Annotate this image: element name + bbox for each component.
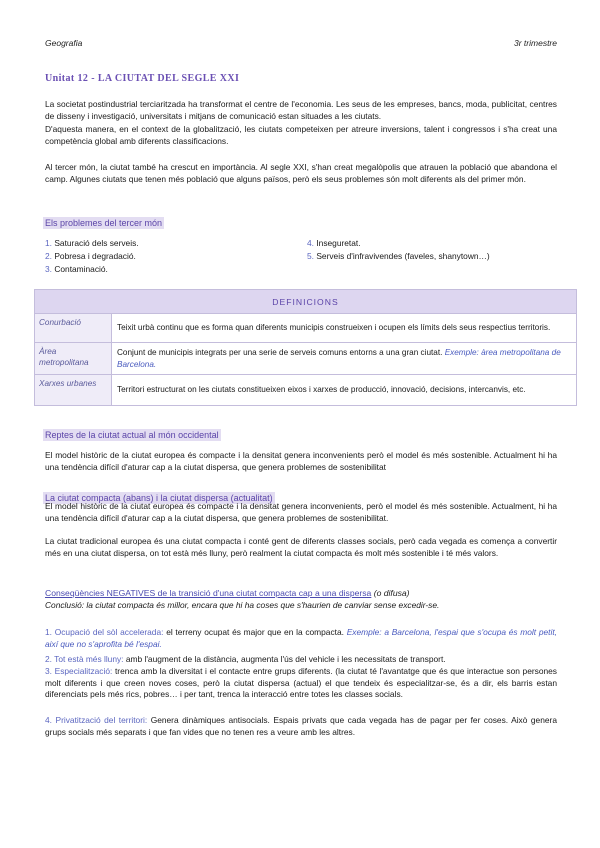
problems-list-right	[307, 237, 567, 263]
definition-example: Exemple: àrea metropolitana de Barcelona.	[117, 348, 561, 369]
problems-heading-text: Els problemes del tercer món	[45, 218, 163, 228]
page-title: Unitat 12 - LA CIUTAT DEL SEGLE XXI	[45, 73, 240, 84]
consequences-heading: Conseqüències NEGATIVES de la transició d'una ciutat compacta cap a una dispersa (o difusa)	[45, 588, 410, 598]
definition-desc: Conjunt de municipis integrats per una serie de serveis comuns entorns a una gran ciutat. Exemple: àrea metropolitana de Barcelona.	[112, 343, 577, 375]
definition-term: Àrea metropolitana	[35, 343, 112, 375]
challenges-heading-text: Reptes de la ciutat actual al món occidental	[45, 430, 219, 440]
list-item: 4. Inseguretat.	[307, 238, 361, 248]
problems-list-left	[45, 237, 285, 276]
challenges-paragraph-2: El model històric de la ciutat europea és compacte i la densitat genera inconvenients, però el model és més sostenible. Actualment, hi ha una tendència difícil d'aturar cap a la ciutat dispersa, que genera problemes de sostenibilitat.	[45, 501, 557, 523]
challenges-paragraph-1: El model històric de la ciutat europea és compacte i la densitat genera inconvenients però el model és més sostenible. Actualment hi ha una tendència difícil d'aturar cap a la ciutat dispersa, que genera problemes de sostenibilitat	[45, 450, 557, 472]
list-item: 2. Pobresa i degradació.	[45, 251, 136, 261]
intro-paragraph-2: D'aquesta manera, en el context de la globalització, les ciutats competeixen per atreure inversions, talent i congressos i s'ha creat una competència global amb diferents classificacions.	[45, 124, 557, 146]
challenges-subheading-text: La ciutat compacta (abans) i la ciutat dispersa (actualitat)	[45, 493, 273, 503]
list-item: 3. Contaminació.	[45, 264, 108, 274]
list-item: 1. Saturació dels serveis.	[45, 238, 139, 248]
definition-desc: Territori estructurat on les ciutats constitueixen eixos i xarxes de producció, innovació, decisions, intercanvis, etc.	[112, 375, 577, 406]
consequences-conclusion: Conclusió: la ciutat compacta és millor, encara que hi ha coses que s'haurien de canviar sense excedir-se.	[45, 600, 440, 610]
consequence-item-1: 1. Ocupació del sòl accelerada: el terreny ocupat és major que en la compacta. Exemple: a Barcelona, l'espai que s'ocupa és molt petit, així que no s'aprofita bé l'espai.	[45, 627, 558, 649]
consequence-item-4: 4. Privatització del territori: Genera dinàmiques antisocials. Espais privats que cada vegada has de pagar per fer coses. Això genera grups socials més separats i que fan vides que no tenen res a veure amb les altres.	[45, 715, 557, 737]
definition-desc: Teixit urbà continu que es forma quan diferents municipis construeixen i ocupen els límits dels seus respectius territoris.	[112, 314, 577, 343]
challenges-heading	[43, 425, 221, 443]
intro-paragraph-3: Al tercer món, la ciutat també ha crescut en importància. Al segle XXI, s'han creat megalòpolis que atrauen la població que abandona el camp. Algunes ciutats que tenen més població que alguns països, però els seus problemes són molt diferents als del primer món.	[45, 162, 557, 184]
consequence-item-2: 2. Tot està més lluny: amb l'augment de la distància, augmenta l'ús del vehicle i les necessitats de transport.	[45, 654, 446, 664]
challenges-paragraph-3: La ciutat tradicional europea és una ciutat compacta i conté gent de diferents classes socials, però cada vegada es comença a convertir més en una ciutat dispersa, on tot està més lluny, però realment la ciutat compacta és molt més sostenible i té més valors.	[45, 536, 557, 558]
definition-term: Conurbació	[35, 314, 112, 343]
table-row	[35, 343, 577, 375]
definitions-table	[34, 289, 577, 406]
definition-term: Xarxes urbanes	[35, 375, 112, 406]
list-item: 5. Serveis d'infravivendes (faveles, shanytown…)	[307, 251, 490, 261]
consequence-item-3: 3. Especialització: trenca amb la diversitat i el contacte entre grups diferents. (la ciutat té l'avantatge que és que interactue son persones molt diferents i que creen noves coses, però la ciutat dispersa (actual) el que tendeix és especialitzar-se, és a dir, els barris estan diferenciats pels més rics, pobres… i per tant, trenca la interacció entre totes les classes socials.	[45, 666, 557, 700]
table-row	[35, 375, 577, 406]
header-subject: Geografia	[45, 38, 83, 48]
table-row	[35, 314, 577, 343]
problems-heading	[43, 213, 164, 231]
header-term: 3r trimestre	[514, 38, 557, 48]
intro-paragraph-1: La societat postindustrial terciaritzada ha transformat el centre de l'economia. Les seus de les empreses, bancs, moda, publicitat, centres de disseny i investigació, universitats i mitjans de comunicació estan situades a les ciutats.	[45, 99, 557, 121]
definitions-heading: DEFINICIONS	[35, 290, 577, 314]
